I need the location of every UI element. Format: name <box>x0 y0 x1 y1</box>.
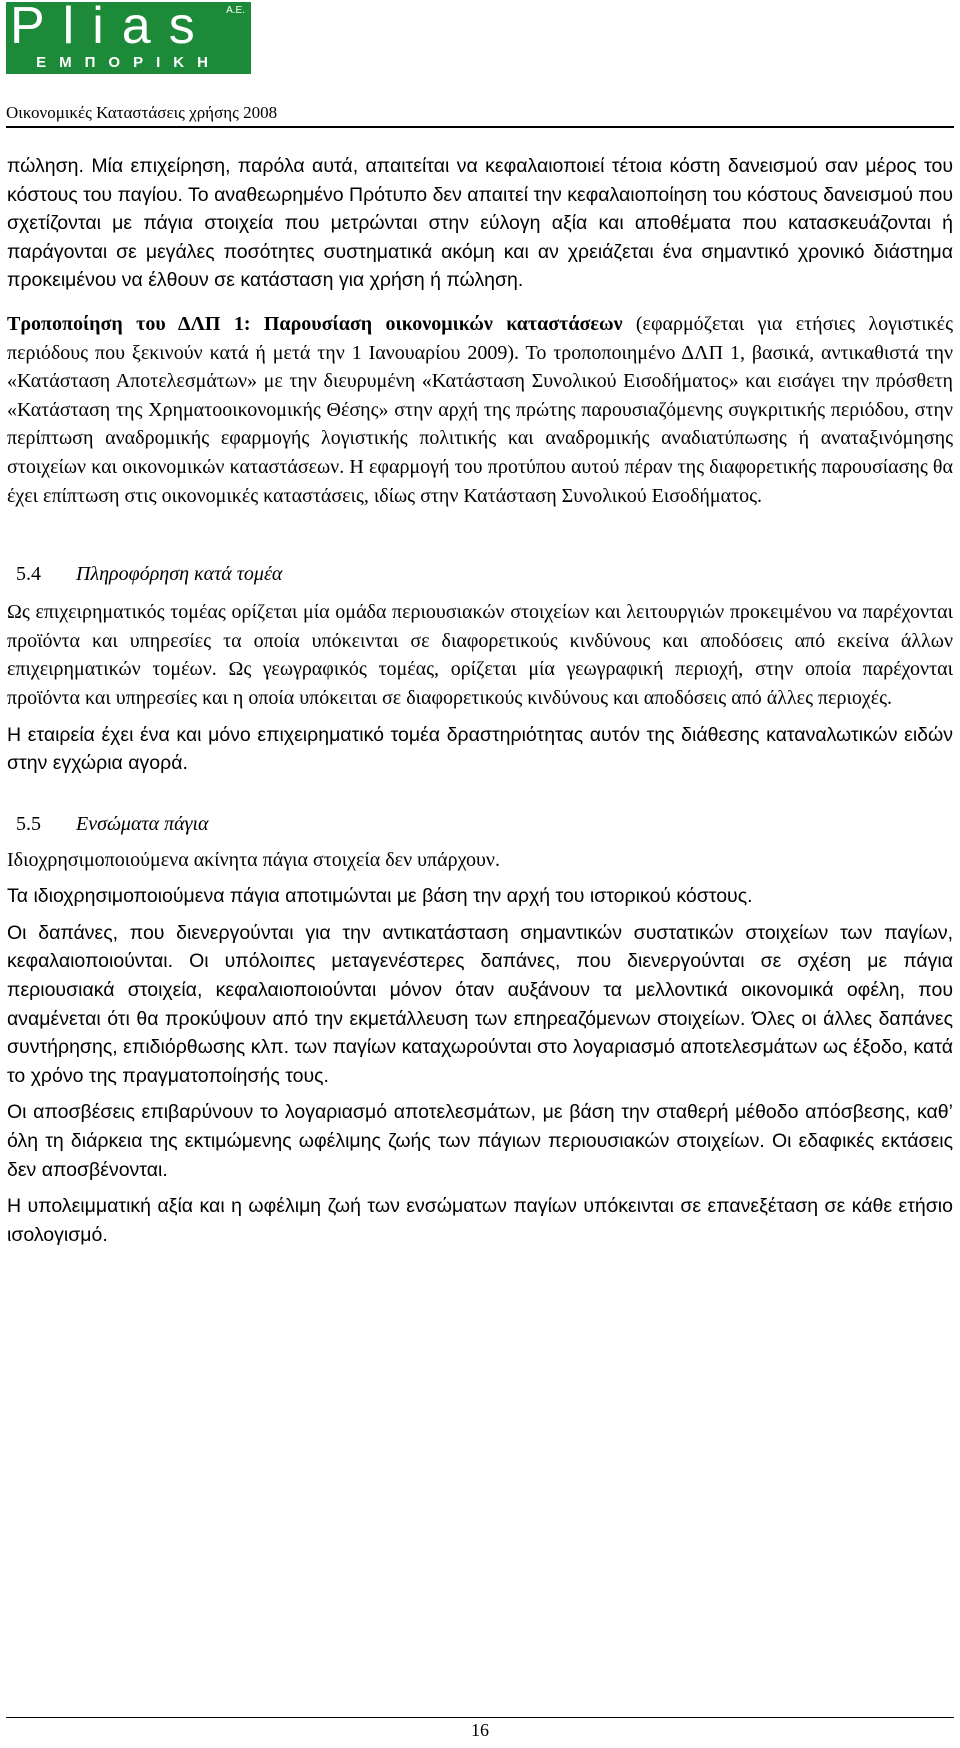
document-body <box>7 152 953 1249</box>
paragraph: Τα ιδιοχρησιμοποιούμενα πάγια αποτιμώνται με βάση την αρχή του ιστορικού κόστους. <box>7 885 753 908</box>
section-heading-5-4 <box>7 560 953 588</box>
section-title: Πληροφόρηση κατά τομέα <box>76 563 283 586</box>
paragraph: Οι δαπάνες, που διενεργούνται για την αντικατάσταση σημαντικών συστατικών στοιχείων των παγίων, κεφαλαιοποιούνται. Οι υπόλοιπες μεταγενέστερες δαπάνες, που διενεργούνται σε σχέση με πάγια περιουσιακά στοιχεία, κεφαλαιοποιούνται μόνον όταν αυξάνουν τα μελλοντικά οικονομικά οφέλη, που αναμένεται ότι θα προκύψουν από την εκμετάλλευση των επηρεαζόμενων στοιχείων. Όλες οι άλλες δαπάνες συντήρησης, επιδιόρθωσης κλπ. των παγίων καταχωρούνται στο λογαριασμό αποτελεσμάτων ως έξοδο, κατά το χρόνο της πραγματοποίησής τους. <box>7 921 953 1087</box>
paragraph-dlp1 <box>7 310 953 510</box>
section-number: 5.5 <box>16 812 41 835</box>
paragraph-bold-heading: Τροποποίηση του ΔΛΠ 1: Παρουσίαση οικονομικών καταστάσεων <box>7 312 623 335</box>
section-heading-5-5 <box>7 810 953 838</box>
paragraph-text: (εφαρμόζεται για ετήσιες λογιστικές περιόδους που ξεκινούν κατά ή μετά την 1 Ιανουαρίου 2009). Το τροποποιημένο ΔΛΠ 1, βασικά, αντικαθιστά την «Κατάσταση Αποτελεσμάτων» με την διευρυμένη «Κατάσταση Συνολικού Εισοδήματος» και εισάγει την πρόσθετη «Κατάσταση της Χρηματοοικονομικής Θέσης» στην αρχή της πρώτης παρουσιαζόμενης συγκριτικής περιόδου, στην περίπτωση αναδρομικής εφαρμογής λογιστικής πολιτικής και αναδρομικής αναδιατύπωσης ή αναταξινόμησης στοιχείων και οικονομικών καταστάσεων. Η εφαρμογή του προτύπου αυτού πέραν της διαφορετικής παρουσίασης θα έχει επίπτωση στις οικονομικές καταστάσεις, ιδίως στην Κατάσταση Συνολικού Εισοδήματος. <box>7 312 953 507</box>
page-number: 16 <box>471 1720 489 1740</box>
company-logo <box>6 2 251 74</box>
logo-subtitle: ΕΜΠΟΡΙΚΗ <box>36 54 221 71</box>
paragraph: Ως επιχειρηματικός τομέας ορίζεται μία ομάδα περιουσιακών στοιχείων και λειτουργιών προκειμένου να παρέχονται προϊόντα και υπηρεσίες τα οποία υπόκεινται σε διαφορετικούς κινδύνους και αποδόσεις από εκείνα άλλων επιχειρηματικών τομέων. Ως γεωγραφικός τομέας, ορίζεται μία γεωγραφική περιοχή, στην οποία παρέχονται προϊόντα και υπηρεσίες και η οποία υπόκειται σε διαφορετικούς κινδύνους και αποδόσεις από άλλες περιοχές. <box>7 601 953 709</box>
logo-word: Plias <box>10 2 213 55</box>
paragraph: πώληση. Μία επιχείρηση, παρόλα αυτά, απαιτείται να κεφαλαιοποιεί τέτοια κόστη δανεισμού σαν μέρος του κόστους του παγίου. Το αναθεωρημένο Πρότυπο δεν απαιτεί την κεφαλαιοποίηση του κόστους δανεισμού που σχετίζονται με πάγια στοιχεία που μετρώνται στην εύλογη αξία και αποθέματα που κατασκευάζονται ή παράγονται σε μεγάλες ποσότητες συστηματικά ακόμη και αν χρειάζεται ένα σημαντικό χρονικό διάστημα προκειμένου να έλθουν σε κατάσταση για χρήση ή πώληση. <box>7 155 953 292</box>
section-title: Ενσώματα πάγια <box>76 812 209 835</box>
paragraph: Η υπολειμματική αξία και η ωφέλιμη ζωή των ενσώματων παγίων υπόκεινται σε επανεξέταση σε κάθε ετήσιο ισολογισμό. <box>7 1195 953 1246</box>
header-title: Οικονομικές Καταστάσεις χρήσης 2008 <box>6 103 278 122</box>
paragraph: Ιδιοχρησιμοποιούμενα ακίνητα πάγια στοιχεία δεν υπάρχουν. <box>7 848 500 871</box>
footer-divider <box>6 1717 954 1718</box>
paragraph: Η εταιρεία έχει ένα και μόνο επιχειρηματικό τομέα δραστηριότητας αυτόν της διάθεσης καταναλωτικών ειδών στην εγχώρια αγορά. <box>7 723 953 775</box>
header-divider <box>6 126 954 128</box>
logo-ae: Α.Ε. <box>226 5 245 16</box>
section-number: 5.4 <box>16 563 41 586</box>
paragraph: Οι αποσβέσεις επιβαρύνουν το λογαριασμό αποτελεσμάτων, με βάση την σταθερή μέθοδο απόσβεσης, καθ’ όλη τη διάρκεια της εκτιμώμενης ωφέλιμης ζωής των πάγιων περιουσιακών στοιχείων. Οι εδαφικές εκτάσεις δεν αποσβένονται. <box>7 1101 953 1181</box>
